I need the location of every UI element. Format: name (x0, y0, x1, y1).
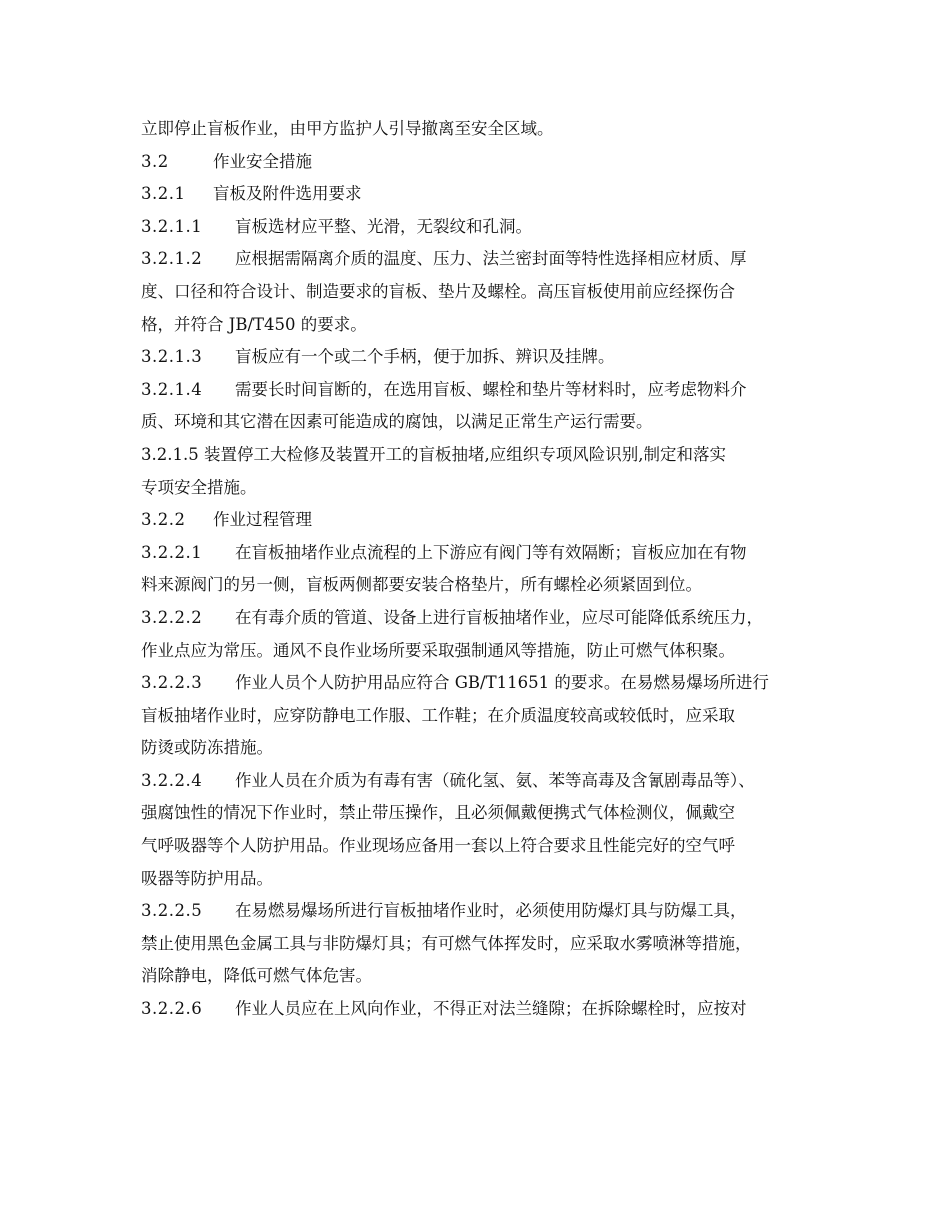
text-line (141, 732, 816, 765)
line-text: 质、环境和其它潜在因素可能造成的腐蚀，以满足正常生产运行需要。 (141, 412, 653, 432)
line-text: 盲板选材应平整、光滑，无裂纹和孔洞。 (235, 216, 532, 236)
text-line (141, 472, 816, 505)
text-line (141, 569, 816, 602)
text-line (141, 993, 816, 1026)
section-number: 3.2.2.1 (141, 542, 203, 562)
section-number: 3.2.2.5 (141, 901, 203, 921)
section-number: 3.2.2.6 (141, 999, 203, 1019)
text-line (141, 243, 816, 276)
line-text: 作业过程管理 (213, 510, 312, 530)
line-text: 需要长时间盲断的，在选用盲板、螺栓和垫片等材料时，应考虑物料介 (235, 379, 747, 399)
section-number: 3.2.2 (141, 510, 186, 530)
line-text: 专项安全措施。 (141, 477, 257, 497)
section-number: 3.2.1.2 (141, 249, 203, 269)
line-text: 料来源阀门的另一侧，盲板两侧都要安装合格垫片，所有螺栓必须紧固到位。 (141, 575, 702, 595)
line-text: 作业人员在介质为有毒有害（硫化氢、氨、苯等高毒及含氰剧毒品等）、 (235, 770, 755, 790)
line-text: 在易燃易爆场所进行盲板抽堵作业时，必须使用防爆灯具与防爆工具， (235, 901, 747, 921)
section-number: 3.2.2.3 (141, 673, 203, 693)
text-line (141, 211, 816, 244)
line-text: 作业安全措施 (213, 151, 312, 171)
section-number: 3.2.1.3 (141, 347, 203, 367)
line-text: 作业人员应在上风向作业，不得正对法兰缝隙；在拆除螺栓时，应按对 (235, 999, 747, 1019)
text-line (141, 374, 816, 407)
line-text: 作业人员个人防护用品应符合 GB/T11651 的要求。在易燃易爆场所进行 (235, 673, 769, 693)
section-number: 3.2 (141, 151, 169, 171)
text-line (141, 635, 816, 668)
line-text: 盲板抽堵作业时，应穿防静电工作服、工作鞋；在介质温度较高或较低时，应采取 (141, 705, 735, 725)
line-text: 在盲板抽堵作业点流程的上下游应有阀门等有效隔断；盲板应加在有物 (235, 542, 747, 562)
text-line (141, 928, 816, 961)
text-line (141, 667, 816, 700)
section-number: 3.2.1 (141, 184, 186, 204)
text-line (141, 895, 816, 928)
section-number: 3.2.2.4 (141, 770, 203, 790)
section-number: 3.2.2.2 (141, 607, 203, 627)
text-line (141, 602, 816, 635)
text-line (141, 504, 816, 537)
line-text: 3.2.1.5 装置停工大检修及装置开工的盲板抽堵,应组织专项风险识别,制定和落实 (141, 444, 726, 464)
text-line (141, 178, 816, 211)
line-text: 盲板及附件选用要求 (213, 184, 362, 204)
text-line (141, 765, 816, 798)
line-text: 消除静电，降低可燃气体危害。 (141, 966, 372, 986)
line-text: 气呼吸器等个人防护用品。作业现场应备用一套以上符合要求且性能完好的空气呼 (141, 836, 735, 856)
line-text: 格，并符合 JB/T450 的要求。 (141, 314, 367, 334)
line-text: 在有毒介质的管道、设备上进行盲板抽堵作业，应尽可能降低系统压力， (235, 607, 763, 627)
line-text: 作业点应为常压。通风不良作业场所要采取强制通风等措施，防止可燃气体积聚。 (141, 640, 735, 660)
text-line (141, 863, 816, 896)
line-text: 吸器等防护用品。 (141, 868, 273, 888)
text-line (141, 960, 816, 993)
line-text: 防烫或防冻措施。 (141, 738, 273, 758)
document-body (141, 113, 816, 1026)
line-text: 强腐蚀性的情况下作业时，禁止带压操作，且必须佩戴便携式气体检测仪，佩戴空 (141, 803, 735, 823)
text-line (141, 439, 816, 472)
text-line (141, 276, 816, 309)
text-line (141, 700, 816, 733)
text-line (141, 537, 816, 570)
section-number: 3.2.1.1 (141, 216, 203, 236)
text-line (141, 406, 816, 439)
text-line (141, 146, 816, 179)
section-number: 3.2.1.4 (141, 379, 203, 399)
text-line (141, 341, 816, 374)
line-text: 应根据需隔离介质的温度、压力、法兰密封面等特性选择相应材质、厚 (235, 249, 747, 269)
text-line (141, 309, 816, 342)
text-line (141, 113, 816, 146)
line-text: 立即停止盲板作业，由甲方监护人引导撤离至安全区域。 (141, 119, 554, 138)
line-text: 盲板应有一个或二个手柄，便于加拆、辨识及挂牌。 (235, 347, 615, 367)
text-line (141, 797, 816, 830)
text-line (141, 830, 816, 863)
line-text: 禁止使用黑色金属工具与非防爆灯具；有可燃气体挥发时，应采取水雾喷淋等措施， (141, 933, 752, 953)
line-text: 度、口径和符合设计、制造要求的盲板、垫片及螺栓。高压盲板使用前应经探伤合 (141, 281, 735, 301)
